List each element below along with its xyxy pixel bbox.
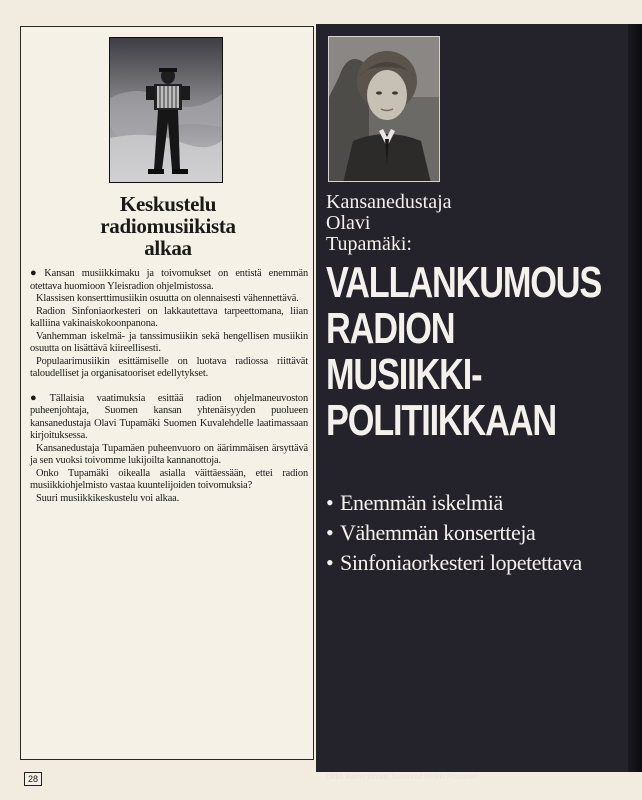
bullet-icon: ● [30,267,42,279]
left-headline: Keskustelu radiomusiikista alkaa [100,192,236,260]
paragraph: Radion Sinfoniaorkesteri on lakkautettava tarpeettomana, liian kalliina vakinaiskokoonpanona. [30,305,308,329]
speaker-intro: Kansanedustaja Olavi Tupamäki: [326,191,452,255]
bullet-icon: ● [30,391,47,404]
paragraph: ● Kansan musiikkimaku ja toivomukset on entistä enemmän otettava huomioon Yleisradion ohjelmistossa. [30,267,308,292]
paragraph: Onko Tupamäki oikealla asialla väittäessään, ettei radion musiikkiohjelmisto vastaa kuuntelijoiden toivomuksia? [30,467,308,491]
left-article-box [20,26,314,760]
paragraph: Kansanedustaja Tupamäen puheenvuoro on äärimmäisen ärsyttävä ja sen vuoksi toivomme lukijoilta kannanottoja. [30,442,308,466]
key-points-list [326,490,626,580]
photo-caption: Okko Kamu johtaa, kuvannut Heikki Pissanen. [326,772,480,781]
left-article-body [30,267,308,505]
page-number: 28 [24,772,42,786]
main-headline: VALLANKUMOUS RADION MUSIIKKI- POLITIIKKAAN [326,258,602,445]
accordion-player-photo [109,37,223,183]
bullet-icon: • [326,520,334,545]
paragraph: Vanhemman iskelmä- ja tanssimusiikin sekä hengellisen musiikin osuutta on lisättävä kiireellisesti. [30,330,308,354]
list-item: • Sinfoniaorkesteri lopetettava [326,550,582,575]
right-feature-panel [316,24,642,781]
paragraph: ● Tällaisia vaatimuksia esittää radion ohjelmaneuvoston puheenjohtaja, Suomen kansan yhtenäisyyden puolueen kansanedustaja Olavi Tupamäki Suomen Kuvalehdelle laatimassaan kirjoituksessa. [30,391,308,441]
portrait-photo [328,36,440,182]
bullet-icon: • [326,550,334,575]
list-item: • Enemmän iskelmiä [326,490,503,515]
paragraph: Populaarimusiikin esittämiselle on luotava radiossa riittävät taloudelliset ja organisatooriset edellytykset. [30,355,308,379]
paragraph: Suuri musiikkikeskustelu voi alkaa. [36,492,180,504]
paragraph: Klassisen konserttimusiikin osuutta on olennaisesti vähennettävä. [36,293,299,304]
bullet-icon: • [326,490,334,515]
list-item: • Vähemmän konsertteja [326,520,536,545]
page-edge-shadow [628,24,642,772]
